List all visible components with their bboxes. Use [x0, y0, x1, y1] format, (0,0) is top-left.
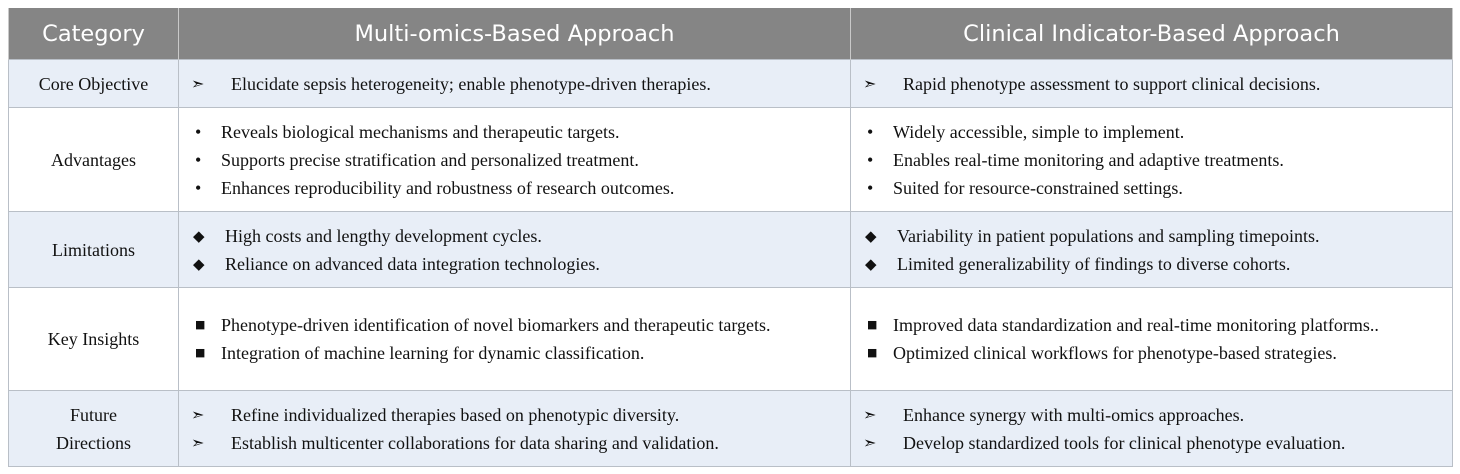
- row-key-insights: [9, 288, 1453, 391]
- dot-bullet-icon: •: [867, 149, 874, 170]
- arrow-bullet-icon: ➣: [863, 404, 877, 424]
- dot-bullet-icon: •: [195, 121, 202, 142]
- list-item: ■ Improved data standardization and real-time monitoring platforms..: [863, 311, 1434, 339]
- category-cell: Core Objective: [9, 60, 179, 108]
- list-item: ◆ High costs and lengthy development cycles.: [191, 222, 832, 250]
- diamond-bullet-icon: ◆: [193, 254, 205, 273]
- category-cell: Limitations: [9, 212, 179, 288]
- list-item: • Suited for resource-constrained settings.: [863, 174, 1434, 202]
- arrow-bullet-icon: ➣: [863, 73, 877, 93]
- diamond-bullet-icon: ◆: [865, 254, 877, 273]
- header-row: [9, 8, 1453, 60]
- list-item: ➣ Rapid phenotype assessment to support clinical decisions.: [863, 70, 1434, 98]
- header-multi-omics: Multi-omics-Based Approach: [179, 8, 851, 60]
- list-item: ◆ Reliance on advanced data integration technologies.: [191, 250, 832, 278]
- clinical-cell: [851, 60, 1453, 108]
- square-bullet-icon: ■: [867, 318, 878, 331]
- list-item: ➣ Refine individualized therapies based on phenotypic diversity.: [191, 401, 832, 429]
- comparison-table-container: [8, 8, 1452, 467]
- arrow-bullet-icon: ➣: [191, 432, 205, 452]
- comparison-table: [8, 8, 1453, 467]
- list-item: ➣ Elucidate sepsis heterogeneity; enable phenotype-driven therapies.: [191, 70, 832, 98]
- list-item: • Enables real-time monitoring and adaptive treatments.: [863, 146, 1434, 174]
- list-item: • Reveals biological mechanisms and therapeutic targets.: [191, 118, 832, 146]
- row-future-directions: [9, 391, 1453, 467]
- list-item: ◆ Variability in patient populations and sampling timepoints.: [863, 222, 1434, 250]
- arrow-bullet-icon: ➣: [191, 73, 205, 93]
- square-bullet-icon: ■: [195, 318, 206, 331]
- dot-bullet-icon: •: [195, 177, 202, 198]
- list-item: • Widely accessible, simple to implement.: [863, 118, 1434, 146]
- row-limitations: [9, 212, 1453, 288]
- list-item: ■ Optimized clinical workflows for phenotype-based strategies.: [863, 339, 1434, 367]
- square-bullet-icon: ■: [195, 346, 206, 359]
- diamond-bullet-icon: ◆: [193, 226, 205, 245]
- list-item: • Enhances reproducibility and robustness of research outcomes.: [191, 174, 832, 202]
- list-item: ➣ Enhance synergy with multi-omics approaches.: [863, 401, 1434, 429]
- row-core-objective: [9, 60, 1453, 108]
- list-item: ➣ Develop standardized tools for clinical phenotype evaluation.: [863, 429, 1434, 457]
- category-cell: Key Insights: [9, 288, 179, 391]
- list-item: • Supports precise stratification and personalized treatment.: [191, 146, 832, 174]
- clinical-cell: [851, 391, 1453, 467]
- list-item: ◆ Limited generalizability of findings to diverse cohorts.: [863, 250, 1434, 278]
- clinical-cell: [851, 212, 1453, 288]
- row-advantages: [9, 108, 1453, 212]
- header-category: Category: [9, 8, 179, 60]
- arrow-bullet-icon: ➣: [863, 432, 877, 452]
- clinical-cell: [851, 288, 1453, 391]
- multi-omics-cell: [179, 108, 851, 212]
- multi-omics-cell: [179, 212, 851, 288]
- multi-omics-cell: [179, 391, 851, 467]
- category-cell: Future Directions: [9, 391, 179, 467]
- arrow-bullet-icon: ➣: [191, 404, 205, 424]
- category-cell: Advantages: [9, 108, 179, 212]
- list-item: ➣ Establish multicenter collaborations for data sharing and validation.: [191, 429, 832, 457]
- list-item: ■ Integration of machine learning for dynamic classification.: [191, 339, 832, 367]
- header-clinical-indicator: Clinical Indicator-Based Approach: [851, 8, 1453, 60]
- dot-bullet-icon: •: [867, 177, 874, 198]
- diamond-bullet-icon: ◆: [865, 226, 877, 245]
- dot-bullet-icon: •: [867, 121, 874, 142]
- square-bullet-icon: ■: [867, 346, 878, 359]
- multi-omics-cell: [179, 288, 851, 391]
- multi-omics-cell: [179, 60, 851, 108]
- dot-bullet-icon: •: [195, 149, 202, 170]
- clinical-cell: [851, 108, 1453, 212]
- list-item: ■ Phenotype-driven identification of novel biomarkers and therapeutic targets.: [191, 311, 832, 339]
